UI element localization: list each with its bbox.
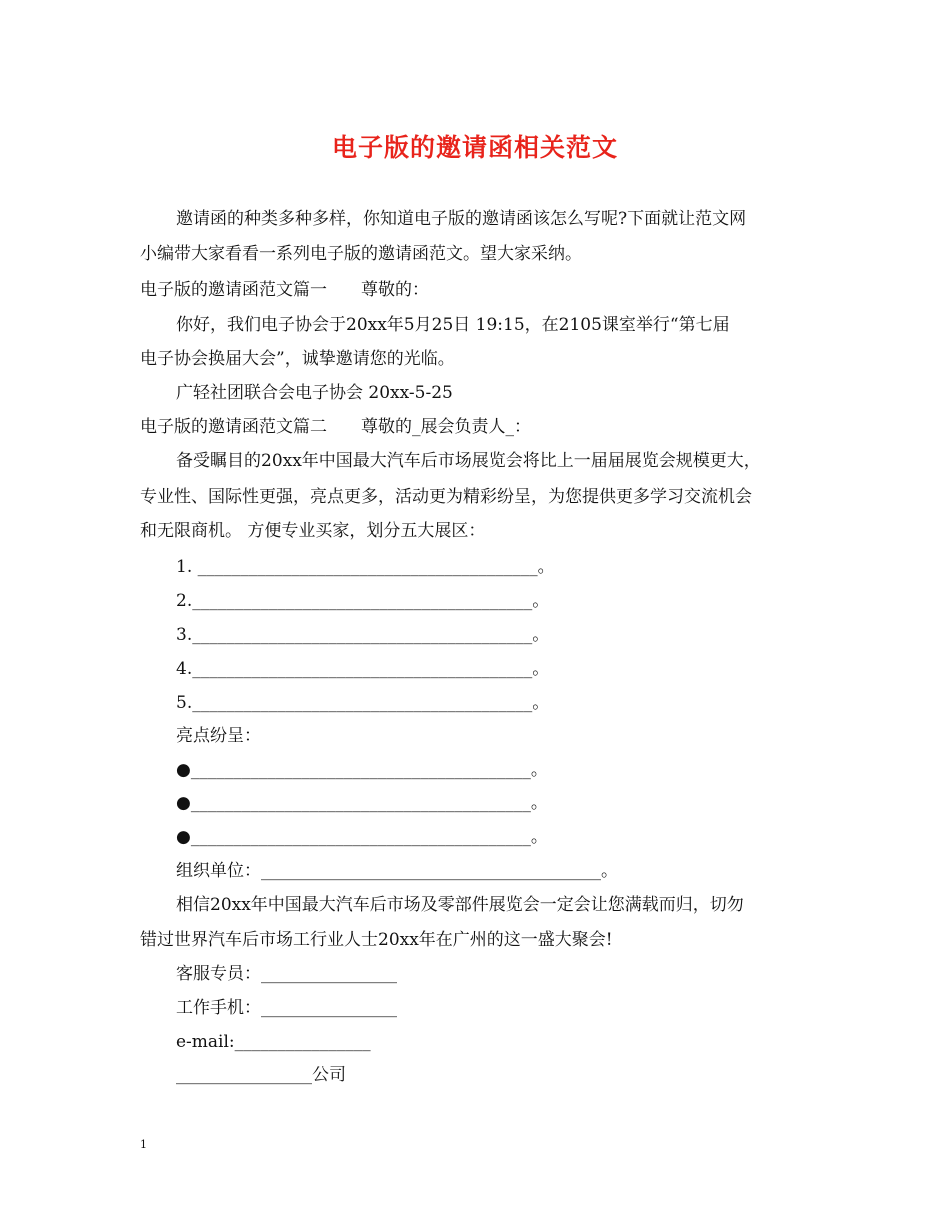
highlight-item-2: ●________________________________________。 [176, 793, 548, 813]
customer-service-line: 客服专员：________________ [176, 964, 397, 984]
section-one-signature: 广轻社团联合会电子协会 20xx-5-25 [176, 383, 453, 403]
section-two-body-2: 专业性、国际性更强，亮点更多，活动更为精彩纷呈，为您提供更多学习交流机会 [140, 487, 752, 507]
zone-item-5: 5.________________________________________。 [176, 693, 550, 713]
document-title: 电子版的邀请函相关范文 [331, 133, 618, 162]
section-one-heading: 电子版的邀请函范文篇一 尊敬的： [140, 280, 429, 300]
zone-item-1: 1. ________________________________________。 [176, 557, 555, 577]
highlight-item-3: ●________________________________________。 [176, 827, 548, 847]
highlights-label: 亮点纷呈： [176, 726, 261, 746]
zone-item-3: 3.________________________________________。 [176, 625, 550, 645]
company-line: ________________公司 [176, 1065, 346, 1085]
section-two-body-3: 和无限商机。 方便专业买家，划分五大展区： [140, 521, 486, 541]
intro-line-2: 小编带大家看看一系列电子版的邀请函范文。望大家采纳。 [140, 244, 582, 264]
zone-item-4: 4.________________________________________。 [176, 659, 550, 679]
section-two-body-1: 备受瞩目的20xx年中国最大汽车后市场展览会将比上一届届展览会规模更大， [176, 451, 761, 471]
email-line: e-mail:________________ [176, 1032, 371, 1052]
work-phone-line: 工作手机：________________ [176, 998, 397, 1018]
highlight-item-1: ●________________________________________。 [176, 760, 548, 780]
closing-line-2: 错过世界汽车后市场工行业人士20xx年在广州的这一盛大聚会! [140, 930, 613, 950]
page-number: 1 [140, 1138, 147, 1151]
closing-line-1: 相信20xx年中国最大汽车后市场及零部件展览会一定会让您满载而归，切勿 [176, 895, 744, 915]
intro-line-1: 邀请函的种类多种多样，你知道电子版的邀请函该怎么写呢?下面就让范文网 [176, 209, 747, 229]
zone-item-2: 2.________________________________________。 [176, 591, 550, 611]
section-one-body-2: 电子协会换届大会”，诚挚邀请您的光临。 [140, 349, 455, 369]
section-one-body-1: 你好，我们电子协会于20xx年5月25日 19:15，在2105课室举行“第七届 [176, 315, 730, 335]
section-two-heading: 电子版的邀请函范文篇二 尊敬的_展会负责人_： [140, 417, 531, 437]
organizer-line: 组织单位：________________________________________。 [176, 861, 618, 881]
